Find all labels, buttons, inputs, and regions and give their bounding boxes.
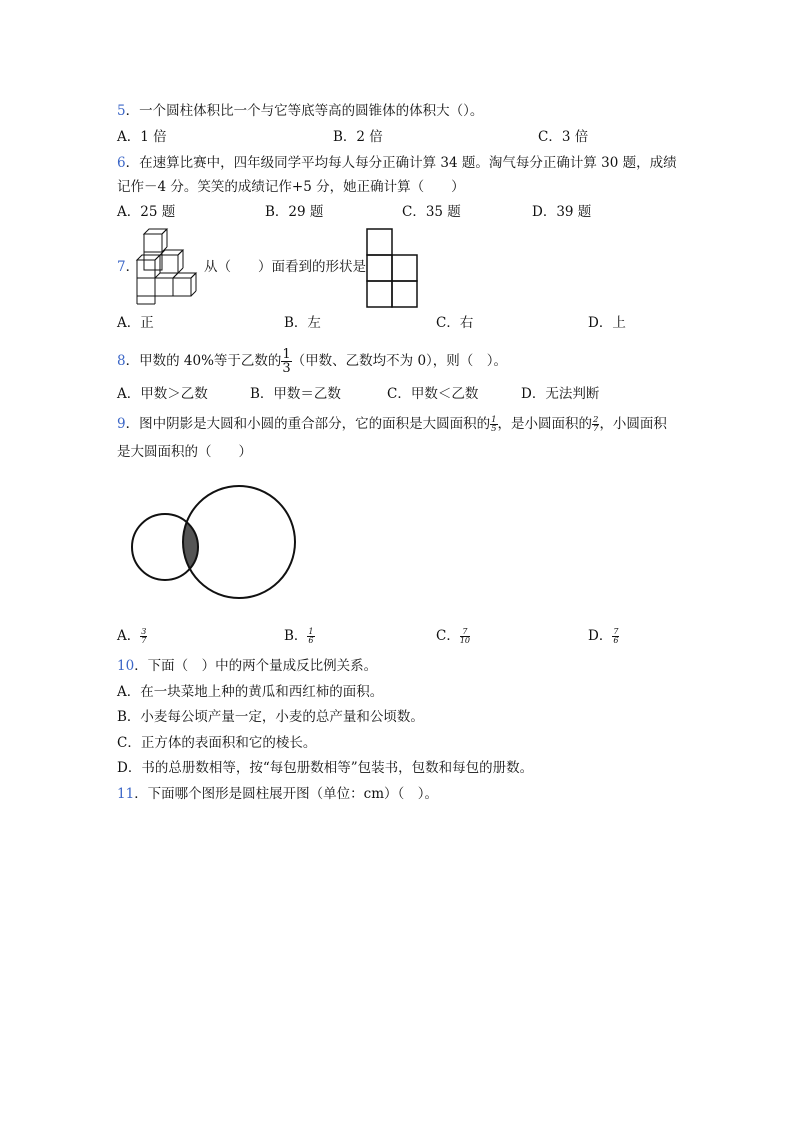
- question-text: ．在速算比赛中，四年级同学平均每人每分正确计算 34 题。淘气每分正确计算 30 题，成绩: [125, 155, 677, 171]
- q10-option-b: B．小麦每公顷产量一定，小麦的总产量和公顷数。: [117, 709, 424, 725]
- question-number: 6: [117, 155, 126, 171]
- question-number: 9: [117, 416, 126, 432]
- q8-option-d: D．无法判断: [521, 386, 600, 402]
- question-5: [117, 101, 483, 121]
- question-number: 11: [117, 786, 135, 802]
- large-circle: [183, 486, 295, 598]
- q7-option-c: C．右: [436, 315, 474, 331]
- q6-option-a: A．25 题: [117, 204, 176, 220]
- question-text: ．一个圆柱体积比一个与它等底等高的圆锥体的体积大（）。: [125, 103, 484, 119]
- q9-option-c: C． $\frac{7}{10}$: [436, 627, 471, 645]
- question-number: 10: [117, 658, 135, 674]
- question-8: 8．甲数的 40%等于乙数的 $\frac{1}{3}$ （甲数、乙数均不为 0），则（ ）。: [117, 347, 508, 376]
- q7-option-b: B．左: [284, 315, 321, 331]
- q9-option-a: A． $\frac{3}{7}$: [117, 627, 147, 645]
- q8-option-c: C．甲数＜乙数: [387, 386, 479, 402]
- q5-option-a: A．1 倍: [117, 129, 167, 145]
- question-text: ．下面（ ）中的两个量成反比例关系。: [134, 658, 378, 674]
- q7-option-d: D．上: [588, 315, 626, 331]
- overlapping-circles-figure: [126, 474, 302, 610]
- cube-stack-figure: [134, 226, 204, 308]
- q5-option-b: B．2 倍: [333, 129, 383, 145]
- q8-option-a: A．甲数＞乙数: [117, 386, 208, 402]
- question-7-number: 7．: [117, 259, 140, 275]
- q8-option-b: B．甲数＝乙数: [250, 386, 341, 402]
- q10-option-c: C．正方体的表面积和它的棱长。: [117, 735, 317, 751]
- fraction: $\frac{1}{3}$: [282, 347, 291, 376]
- fraction: $\frac{1}{5}$: [491, 414, 497, 434]
- fraction: $\frac{7}{6}$: [613, 627, 619, 645]
- fraction: $\frac{3}{7}$: [141, 627, 147, 645]
- question-6-line2: 记作－4 分。笑笑的成绩记作+5 分，她正确计算（ ）: [117, 179, 465, 195]
- fraction: $\frac{7}{10}$: [459, 627, 471, 645]
- question-text: ．下面哪个图形是圆柱展开图（单位：cm）（ ）。: [134, 786, 439, 802]
- question-number: 8: [117, 353, 126, 369]
- q9-option-d: D． $\frac{7}{6}$: [588, 627, 619, 645]
- fraction: $\frac{1}{6}$: [308, 627, 314, 645]
- question-11: [117, 784, 438, 804]
- question-number: 5: [117, 103, 126, 119]
- question-6: [117, 153, 677, 173]
- q9-option-b: B． $\frac{1}{6}$: [284, 627, 314, 645]
- view-shape-figure: [366, 228, 418, 308]
- q10-option-d: D．书的总册数相等，按“每包册数相等”包装书，包数和每包的册数。: [117, 760, 534, 776]
- q5-option-c: C．3 倍: [538, 129, 589, 145]
- q6-option-d: D．39 题: [532, 204, 592, 220]
- q7-option-a: A．正: [117, 315, 154, 331]
- question-9-line2: 是大圆面积的（ ）: [117, 444, 252, 460]
- question-7-text: 从（ ）面看到的形状是: [204, 259, 366, 275]
- question-9: 9．图中阴影是大圆和小圆的重合部分，它的面积是大圆面积的 $\frac{1}{5}$ ，是小圆面积的 $\frac{2}{7}$ ，小圆面积: [117, 414, 667, 434]
- q6-option-c: C．35 题: [402, 204, 461, 220]
- question-10: [117, 656, 377, 676]
- fraction: $\frac{2}{7}$: [593, 414, 599, 434]
- q6-option-b: B．29 题: [265, 204, 324, 220]
- q10-option-a: A．在一块菜地上种的黄瓜和西红柿的面积。: [117, 684, 384, 700]
